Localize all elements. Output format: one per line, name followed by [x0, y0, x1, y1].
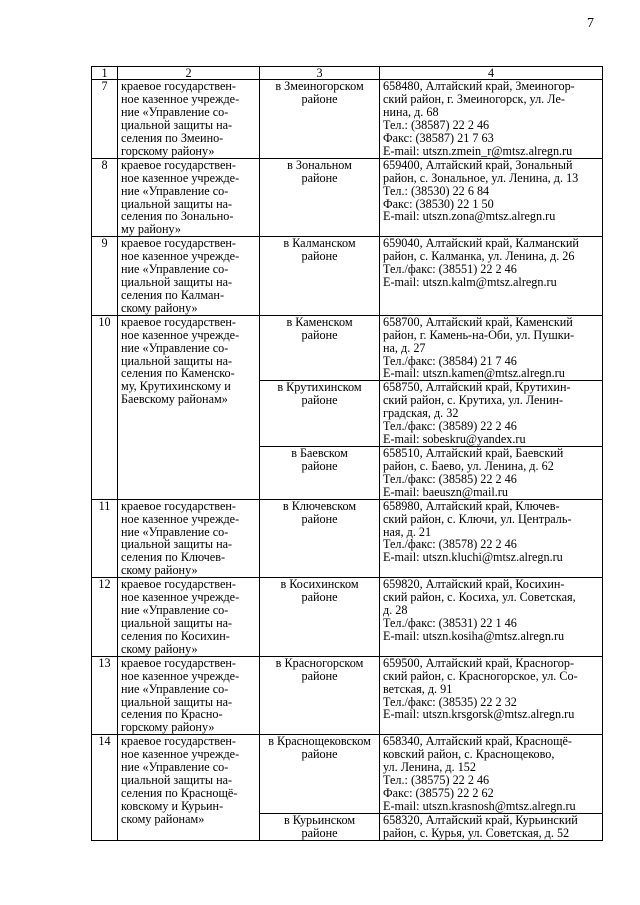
row-number: 9: [92, 237, 118, 316]
table-body: [92, 80, 603, 840]
contact-address-line: E-mail: utszn.kalm@mtsz.alregn.ru: [383, 275, 557, 290]
contact-address: [380, 578, 603, 657]
institution-name-line: ное казенное учрежде-: [121, 249, 240, 264]
table-row: [92, 237, 603, 316]
district: [260, 813, 380, 840]
contact-address-line: E-mail: utszn.zmein_r@mtsz.alregn.ru: [383, 143, 573, 158]
contact-address: [380, 813, 603, 840]
institution-name-line: ние «Управление со-: [121, 183, 229, 198]
contact-address: [380, 381, 603, 447]
district-line: в Калманском: [283, 236, 356, 251]
institution-name-line: ное казенное учрежде-: [121, 92, 240, 107]
district-line: в Краснощековском: [268, 734, 371, 749]
contact-address-line: 659400, Алтайский край, Зональный: [383, 157, 573, 172]
contact-address-line: 659500, Алтайский край, Красногор-: [383, 655, 575, 670]
table-row: [92, 656, 603, 735]
institution-name-line: краевое государствен-: [121, 655, 236, 670]
institution-name-line: ное казенное учрежде-: [121, 668, 240, 683]
contact-address-line: на, д. 27: [383, 340, 426, 355]
contact-address-line: район, с. Баево, ул. Ленина, д. 62: [383, 458, 554, 473]
contact-address-line: ул. Ленина, д. 152: [383, 760, 476, 775]
district-line: в Красногорском: [275, 655, 364, 670]
institution-name-line: горскому району»: [121, 720, 215, 735]
institution-name-line: циальной защиты на-: [121, 117, 233, 132]
institution-name-line: ние «Управление со-: [121, 760, 229, 775]
institution-name-line: ное казенное учрежде-: [121, 170, 240, 185]
institution-name-line: ние «Управление со-: [121, 340, 229, 355]
district-line: в Крутихинском: [277, 380, 362, 395]
row-number: 12: [92, 578, 118, 657]
institution-name-line: скому районам»: [121, 811, 205, 826]
contact-address-line: ский район, с. Косиха, ул. Советская,: [383, 590, 576, 605]
contact-address-line: 658510, Алтайский край, Баевский: [383, 446, 564, 461]
institution-name-line: ние «Управление со-: [121, 524, 229, 539]
district-line: в Каменском: [286, 314, 353, 329]
row-number: 14: [92, 735, 118, 840]
contact-address-line: Тел.: (38530) 22 6 84: [383, 183, 490, 198]
table-row: [92, 499, 603, 578]
district: [260, 656, 380, 735]
contact-address-line: 658340, Алтайский край, Краснощё-: [383, 734, 572, 749]
contact-address-line: Тел.: (38575) 22 2 46: [383, 773, 490, 788]
district: [260, 80, 380, 159]
institution-name-line: циальной защиты на-: [121, 773, 233, 788]
contact-address-line: ский район, с. Ключи, ул. Централь-: [383, 511, 572, 526]
contact-address-line: Факс: (38575) 22 2 62: [383, 785, 494, 800]
district: [260, 315, 380, 381]
institution-name-line: циальной защиты на-: [121, 537, 233, 552]
contact-address-line: Тел./факс: (38589) 22 2 46: [383, 419, 517, 434]
contact-address-line: Тел./факс: (38585) 22 2 46: [383, 471, 517, 486]
contact-address-line: 658980, Алтайский край, Ключев-: [383, 498, 560, 513]
contact-address: [380, 315, 603, 381]
institution-name: [118, 80, 260, 159]
row-number: 13: [92, 656, 118, 735]
institution-name-line: ное казенное учрежде-: [121, 747, 240, 762]
institution-name-line: краевое государствен-: [121, 79, 236, 94]
contact-address-line: 659820, Алтайский край, Косихин-: [383, 577, 565, 592]
institution-name-line: ковскому и Курьин-: [121, 798, 224, 813]
contact-address-line: E-mail: sobeskru@yandex.ru: [383, 432, 526, 447]
contact-address-line: ский район, г. Змеиногорск, ул. Ле-: [383, 92, 565, 107]
contact-address-line: район, с. Курья, ул. Советская, д. 52: [383, 825, 570, 840]
table-row: [92, 315, 603, 381]
contact-address-line: Тел./факс: (38531) 22 1 46: [383, 616, 517, 630]
institution-name-line: краевое государствен-: [121, 236, 236, 251]
district: [260, 158, 380, 237]
table-row: [92, 158, 603, 237]
district-line: в Зональном: [287, 157, 352, 172]
contact-address-line: д. 28: [383, 603, 408, 618]
contact-address: [380, 656, 603, 735]
institution-name: [118, 578, 260, 657]
district: [260, 381, 380, 447]
column-header: 2: [118, 67, 260, 80]
institutions-table: [91, 66, 603, 841]
district: [260, 447, 380, 500]
contact-address-line: Факс: (38530) 22 1 50: [383, 196, 494, 211]
contact-address-line: Тел./факс: (38551) 22 2 46: [383, 262, 517, 277]
institution-name-line: ние «Управление со-: [121, 681, 229, 696]
institution-name-line: ное казенное учрежде-: [121, 511, 240, 526]
table-row: [92, 80, 603, 159]
contact-address-line: градская, д. 32: [383, 406, 459, 421]
institution-name-line: селения по Змеино-: [121, 130, 224, 145]
row-number: 10: [92, 315, 118, 499]
contact-address-line: E-mail: utszn.krasnosh@mtsz.alregn.ru: [383, 798, 576, 813]
institution-name-line: ное казенное учрежде-: [121, 590, 240, 605]
district-line: районе: [301, 92, 338, 107]
district-line: районе: [301, 668, 338, 683]
institution-name: [118, 656, 260, 735]
contact-address-line: ский район, с. Красногорское, ул. Со-: [383, 668, 578, 683]
contact-address-line: район, с. Зональное, ул. Ленина, д. 13: [383, 170, 579, 185]
institution-name-line: селения по Зонально-: [121, 209, 234, 224]
contact-address-line: 659040, Алтайский край, Калманский: [383, 236, 579, 251]
district-line: районе: [301, 825, 338, 840]
institution-name-line: циальной защиты на-: [121, 196, 233, 211]
contact-address: [380, 237, 603, 316]
contact-address-line: район, с. Калманка, ул. Ленина, д. 26: [383, 249, 575, 264]
institution-name: [118, 735, 260, 840]
table-row: [92, 578, 603, 657]
district-line: районе: [301, 458, 338, 473]
row-number: 8: [92, 158, 118, 237]
contact-address-line: E-mail: utszn.zona@mtsz.alregn.ru: [383, 209, 556, 224]
institution-name-line: краевое государствен-: [121, 577, 236, 592]
district-line: в Косихинском: [280, 577, 359, 592]
contact-address-line: нина, д. 68: [383, 105, 439, 120]
contact-address-line: E-mail: utszn.kluchi@mtsz.alregn.ru: [383, 550, 563, 565]
contact-address-line: Тел./факс: (38578) 22 2 46: [383, 537, 517, 552]
contact-address-line: 658750, Алтайский край, Крутихин-: [383, 380, 571, 395]
institution-name: [118, 499, 260, 578]
district: [260, 578, 380, 657]
institution-name: [118, 315, 260, 499]
institution-name-line: горскому району»: [121, 143, 215, 158]
row-number: 7: [92, 80, 118, 159]
contact-address-line: район, г. Камень-на-Оби, ул. Пушки-: [383, 327, 575, 342]
institution-name: [118, 237, 260, 316]
district-line: районе: [301, 170, 338, 185]
district-line: районе: [301, 590, 338, 605]
institution-name-line: му району»: [121, 222, 181, 237]
institution-name-line: циальной защиты на-: [121, 616, 233, 630]
column-header: 1: [92, 67, 118, 80]
institution-name-line: скому району»: [121, 641, 198, 656]
district-line: районе: [301, 747, 338, 762]
institution-name-line: скому району»: [121, 300, 198, 315]
district-line: районе: [301, 249, 338, 264]
institution-name-line: ние «Управление со-: [121, 603, 229, 618]
institution-name-line: селения по Косихин-: [121, 628, 230, 643]
contact-address: [380, 447, 603, 500]
page-number: 7: [587, 16, 594, 31]
institution-name-line: ние «Управление со-: [121, 105, 229, 120]
contact-address-line: E-mail: utszn.kosiha@mtsz.alregn.ru: [383, 628, 565, 643]
institution-name-line: ние «Управление со-: [121, 262, 229, 277]
institution-name-line: циальной защиты на-: [121, 353, 233, 368]
contact-address-line: 658320, Алтайский край, Курьинский: [383, 812, 578, 827]
institution-name-line: краевое государствен-: [121, 314, 236, 329]
contact-address-line: Факс: (38587) 21 7 63: [383, 130, 494, 145]
institution-name-line: селения по Ключев-: [121, 550, 226, 565]
contact-address-line: ский район, с. Крутиха, ул. Ленин-: [383, 393, 564, 408]
institution-name-line: циальной защиты на-: [121, 694, 233, 709]
district: [260, 237, 380, 316]
institution-name-line: циальной защиты на-: [121, 275, 233, 290]
column-header: 3: [260, 67, 380, 80]
contact-address-line: ная, д. 21: [383, 524, 432, 539]
district-line: в Ключевском: [282, 498, 357, 513]
contact-address-line: E-mail: utszn.kamen@mtsz.alregn.ru: [383, 366, 565, 381]
table-row: [92, 735, 603, 814]
institution-name-line: краевое государствен-: [121, 734, 236, 749]
district-line: районе: [301, 393, 338, 408]
institution-name-line: краевое государствен-: [121, 157, 236, 172]
column-header: 4: [380, 67, 603, 80]
institution-name-line: му, Крутихинскому и: [121, 379, 231, 394]
contact-address-line: ветская, д. 91: [383, 681, 453, 696]
contact-address-line: ковский район, с. Краснощеково,: [383, 747, 555, 762]
district: [260, 735, 380, 814]
row-number: 11: [92, 499, 118, 578]
institution-name-line: Баевскому районам»: [121, 392, 228, 407]
contact-address-line: Тел./факс: (38535) 22 2 32: [383, 694, 517, 709]
institution-name-line: селения по Краснощё-: [121, 785, 238, 800]
district-line: в Курьинском: [283, 812, 356, 827]
contact-address-line: E-mail: utszn.krsgorsk@mtsz.alregn.ru: [383, 707, 575, 722]
district-line: в Змеиногорском: [275, 79, 364, 94]
contact-address-line: Тел./факс: (38584) 21 7 46: [383, 353, 517, 368]
institution-name-line: селения по Калман-: [121, 287, 225, 302]
institution-name-line: краевое государствен-: [121, 498, 236, 513]
district-line: районе: [301, 327, 338, 342]
contact-address: [380, 80, 603, 159]
institution-name-line: селения по Каменско-: [121, 366, 235, 381]
institution-name-line: ное казенное учрежде-: [121, 327, 240, 342]
contact-address-line: 658700, Алтайский край, Каменский: [383, 314, 573, 329]
district-line: в Баевском: [291, 446, 348, 461]
contact-address: [380, 735, 603, 814]
institution-name-line: скому району»: [121, 563, 198, 578]
table-header-row: [92, 67, 603, 80]
contact-address-line: E-mail: baeuszn@mail.ru: [383, 484, 508, 499]
contact-address: [380, 499, 603, 578]
district: [260, 499, 380, 578]
institution-name-line: селения по Красно-: [121, 707, 223, 722]
contact-address-line: 658480, Алтайский край, Змеиногор-: [383, 79, 575, 94]
institution-name: [118, 158, 260, 237]
contact-address-line: Тел.: (38587) 22 2 46: [383, 117, 490, 132]
district-line: районе: [301, 511, 338, 526]
contact-address: [380, 158, 603, 237]
